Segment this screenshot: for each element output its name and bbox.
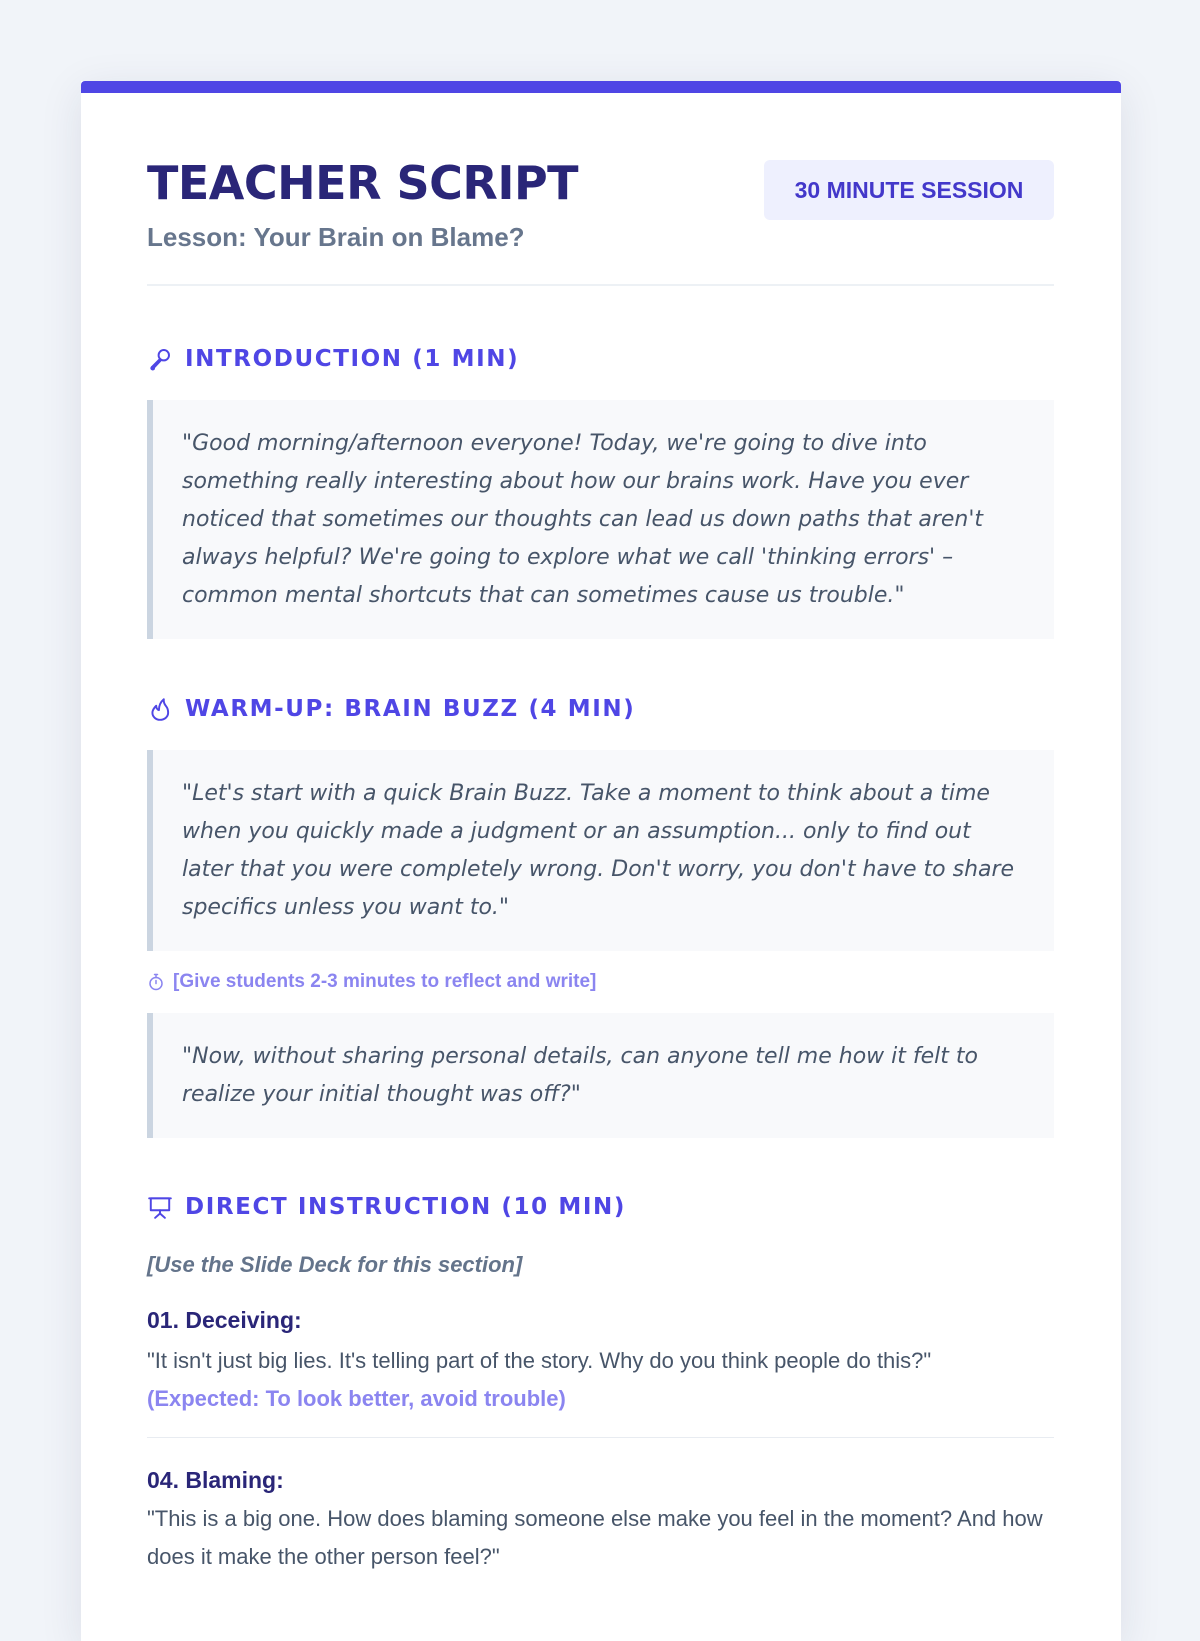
card-content <box>147 158 1054 1576</box>
section-note: [Use the Slide Deck for this section] <box>147 1252 523 1277</box>
expected-answer: (Expected: To look better, avoid trouble) <box>147 1386 566 1411</box>
section-warm-up <box>147 694 1054 1138</box>
flame-icon <box>147 696 173 722</box>
section-heading-label: WARM-UP: BRAIN BUZZ (4 MIN) <box>185 696 636 722</box>
section-introduction <box>147 344 1054 639</box>
presentation-icon <box>147 1194 173 1220</box>
script-quote: "Let's start with a quick Brain Buzz. Take a moment to think about a time when you quickly made a judgment or an assumption... only to find out later that you were completely wrong. Don't worry, you don't have to share specifics unless you want to." <box>147 750 1054 951</box>
microphone-icon <box>147 346 173 372</box>
list-item <box>147 1467 1054 1576</box>
script-quote: "Good morning/afternoon everyone! Today, we're going to dive into something really interesting about how our brains work. Have you ever noticed that sometimes our thoughts can lead us down paths that aren't always helpful? We're going to explore what we call 'thinking errors' – common mental shortcuts that can sometimes cause us trouble." <box>147 400 1054 639</box>
item-text: "It isn't just big lies. It's telling part of the story. Why do you think people do this?" <box>147 1348 932 1373</box>
list-item <box>147 1307 1054 1418</box>
teacher-cue-text: [Give students 2-3 minutes to reflect and write] <box>173 971 597 992</box>
script-card <box>81 81 1121 1641</box>
section-heading <box>147 344 1054 374</box>
script-quote: "Now, without sharing personal details, can anyone tell me how it felt to realize your initial thought was off?" <box>147 1013 1054 1138</box>
item-text: "This is a big one. How does blaming someone else make you feel in the moment? And how does it make the other person feel?" <box>147 1506 1043 1569</box>
script-header <box>147 158 1054 286</box>
teacher-cue <box>147 971 1054 993</box>
accent-bar <box>81 81 1121 93</box>
lesson-subtitle: Lesson: Your Brain on Blame? <box>147 222 525 252</box>
page-title: TEACHER SCRIPT <box>147 156 579 210</box>
item-label: 04. Blaming: <box>147 1467 284 1493</box>
section-direct-instruction <box>147 1192 1054 1576</box>
section-heading-label: DIRECT INSTRUCTION (10 MIN) <box>185 1194 626 1220</box>
session-length-badge: 30 MINUTE SESSION <box>764 160 1054 220</box>
divider <box>147 1437 1054 1438</box>
section-heading <box>147 1192 1054 1222</box>
section-heading <box>147 694 1054 724</box>
stopwatch-icon <box>147 973 165 991</box>
item-label: 01. Deceiving: <box>147 1307 302 1333</box>
section-heading-label: INTRODUCTION (1 MIN) <box>185 346 520 372</box>
